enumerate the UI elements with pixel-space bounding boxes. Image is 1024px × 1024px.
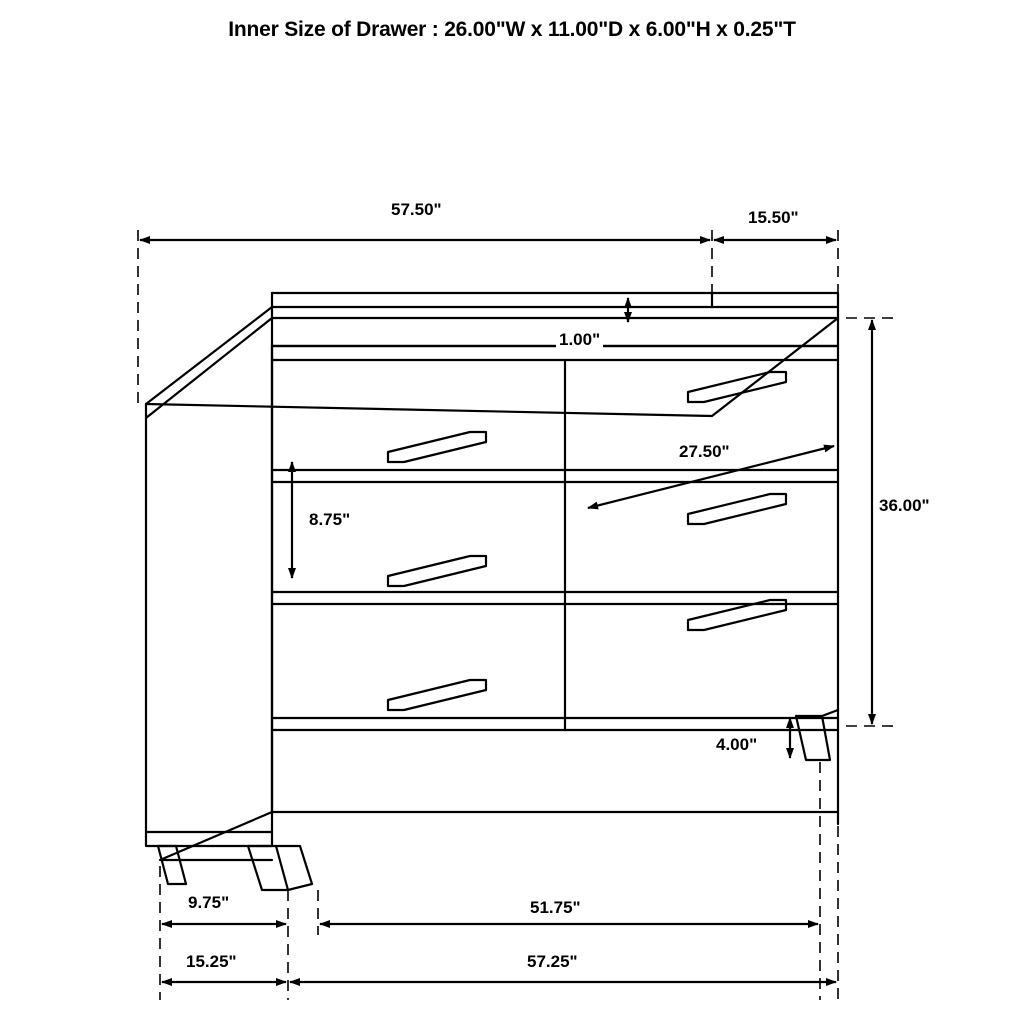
page-title: Inner Size of Drawer : 26.00"W x 11.00"D x 6.00"H x 0.25"T [228,18,796,41]
dimension-label-base-left-offset: 15.25" [183,952,240,972]
dimension-label-leg-spread: 9.75" [185,893,232,913]
dimension-label-top-depth: 15.50" [745,208,802,228]
dimension-label-leg-to-leg-width: 51.75" [527,898,584,918]
dimension-label-drawer-height: 8.75" [306,510,353,530]
dimension-label-overall-height: 36.00" [876,496,933,516]
dimension-label-drawer-front-width: 27.50" [676,442,733,462]
dimension-label-top-width: 57.50" [388,200,445,220]
dimension-label-leg-height: 4.00" [713,735,760,755]
dimension-label-top-lip-height: 1.00" [556,330,603,350]
dresser-body [146,293,838,890]
dimension-lines [140,240,872,982]
dimension-label-base-width: 57.25" [524,952,581,972]
